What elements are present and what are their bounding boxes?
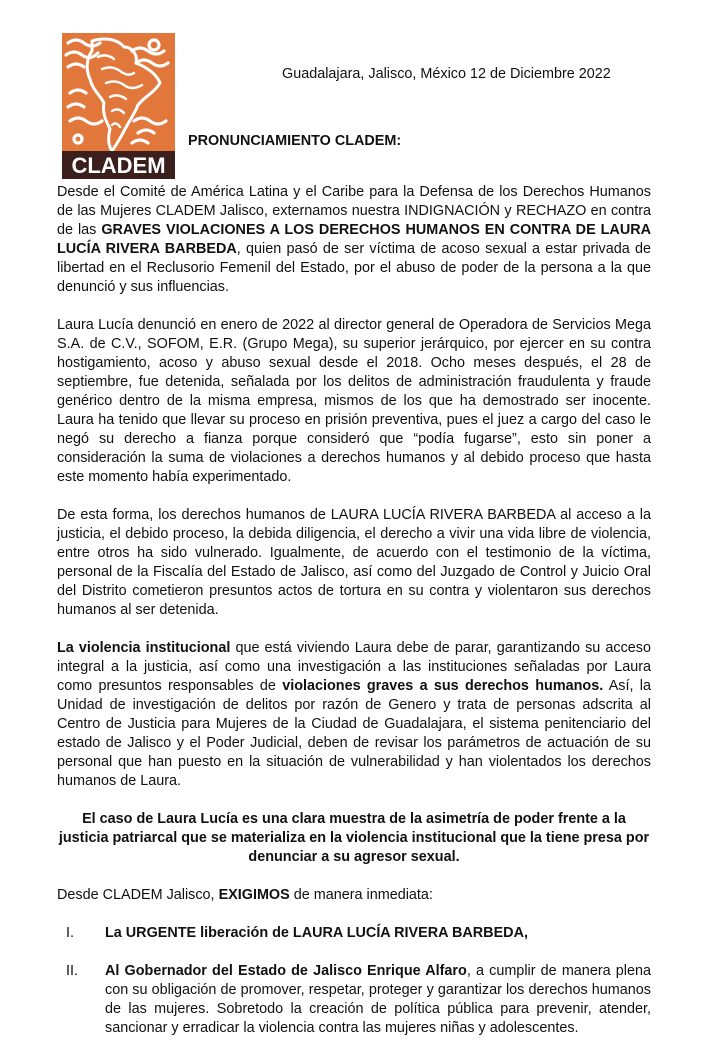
p6-text-a: Desde CLADEM Jalisco, (57, 887, 219, 903)
paragraph-intro (57, 183, 651, 297)
demand-bold: La URGENTE liberación de LAURA LUCÍA RIVERA BARBEDA, (105, 925, 528, 941)
paragraph-demands-intro (57, 886, 651, 905)
demand-rest: , a cumplir de manera plena con su obligación de promover, respetar, proteger y garantizar los derechos humanos de las mujeres. Sobretodo la creación de política pública para prevenir, atender, sancionar y erradicar la violencia contra las mujeres niñas y adolescentes. (105, 963, 651, 1036)
p1-text-a: Desde el Comité de América Latina y el Caribe para la Defensa de los Derechos Humanos de las Mujeres CLADEM Jalisco, externamos nuestra INDIGNACIÓN y RECHAZO en contra de las (57, 184, 651, 238)
p4-bold-a: La violencia institucional (57, 640, 231, 656)
document-heading: PRONUNCIAMIENTO CLADEM: (188, 133, 402, 149)
demand-item (57, 924, 651, 943)
p6-bold: EXIGIMOS (218, 887, 290, 903)
svg-text:CLADEM: CLADEM (71, 153, 166, 178)
paragraph-rights: De esta forma, los derechos humanos de LAURA LUCÍA RIVERA BARBEDA al acceso a la justicia, el debido proceso, la debida diligencia, el derecho a vivir una vida libre de violencia, entre otros ha sido vulnerado. Igualmente, de acuerdo con el testimonio de la víctima, personal de la Fiscalía del Estado de Jalisco, así como del Juzgado de Control y Juicio Oral del Distrito cometieron presuntos actos de tortura en su contra y violentaron sus derechos humanos al ser detenida. (57, 507, 651, 618)
p6-text-c: de manera inmediata: (289, 887, 433, 903)
demand-number: I. (66, 925, 74, 941)
demand-bold: Al Gobernador del Estado de Jalisco Enrique Alfaro (105, 963, 467, 979)
demand-number: II. (66, 963, 78, 979)
demand-text (105, 924, 651, 943)
demand-text (105, 962, 651, 1038)
paragraph-statement: El caso de Laura Lucía es una clara muestra de la asimetría de poder frente a la justicia patriarcal que se materializa en la violencia institucional que la tiene presa por denunciar a su agresor sexual. (58, 811, 650, 865)
paragraph-complaint: Laura Lucía denunció en enero de 2022 al director general de Operadora de Servicios Mega S.A. de C.V., SOFOM, E.R. (Grupo Mega), su superior jerárquico, por ejercer en su contra hostigamiento, acoso y abuso sexual desde el 2018. Ocho meses después, el 28 de septiembre, fue detenida, señalada por los delitos de administración fraudulenta y fraude genérico dentro de la misma empresa, mismos de los que ha demostrado ser inocente. Laura ha tenido que llevar su proceso en prisión preventiva, pues el juez a cargo del caso le negó su derecho a fianza porque consideró que “podía fugarse”, esto sin poner a consideración la suma de violaciones a derechos humanos y al debido proceso que hasta este momento había experimentado. (57, 317, 651, 485)
demands-list (57, 924, 651, 1038)
demand-item (57, 962, 651, 1038)
paragraph-institutional-violence (57, 639, 651, 791)
cladem-logo-graphic (62, 33, 175, 179)
p4-text-d: Así, la Unidad de investigación de delitos por razón de Genero y trata de personas adscrita al Centro de Justicia para Mujeres de la Ciudad de Guadalajara, el sistema penitenciario del estado de Jalisco y el Poder Judicial, deben de revisar los parámetros de actuación de su personal que han puesto en la situación de vulnerabilidad y han violentados los derechos humanos de Laura. (57, 678, 651, 789)
document-date: Guadalajara, Jalisco, México 12 de Diciembre 2022 (282, 66, 611, 82)
document-body (57, 183, 651, 1057)
p1-bold: GRAVES VIOLACIONES A LOS DERECHOS HUMANOS EN CONTRA DE LAURA LUCÍA RIVERA BARBEDA (57, 222, 651, 257)
p1-text-c: , quien pasó de ser víctima de acoso sexual a estar privada de libertad en el Reclusorio Femenil del Estado, por el abuso de poder de la persona a la que denunció y sus influencias. (57, 241, 651, 295)
p4-text-b: que está viviendo Laura debe de parar, garantizando su acceso integral a la justicia, así como una investigación a las instituciones señaladas por Laura como presuntos responsables de (57, 640, 651, 694)
cladem-logo (62, 33, 175, 179)
p4-bold-c: violaciones graves a sus derechos humanos. (282, 678, 604, 694)
